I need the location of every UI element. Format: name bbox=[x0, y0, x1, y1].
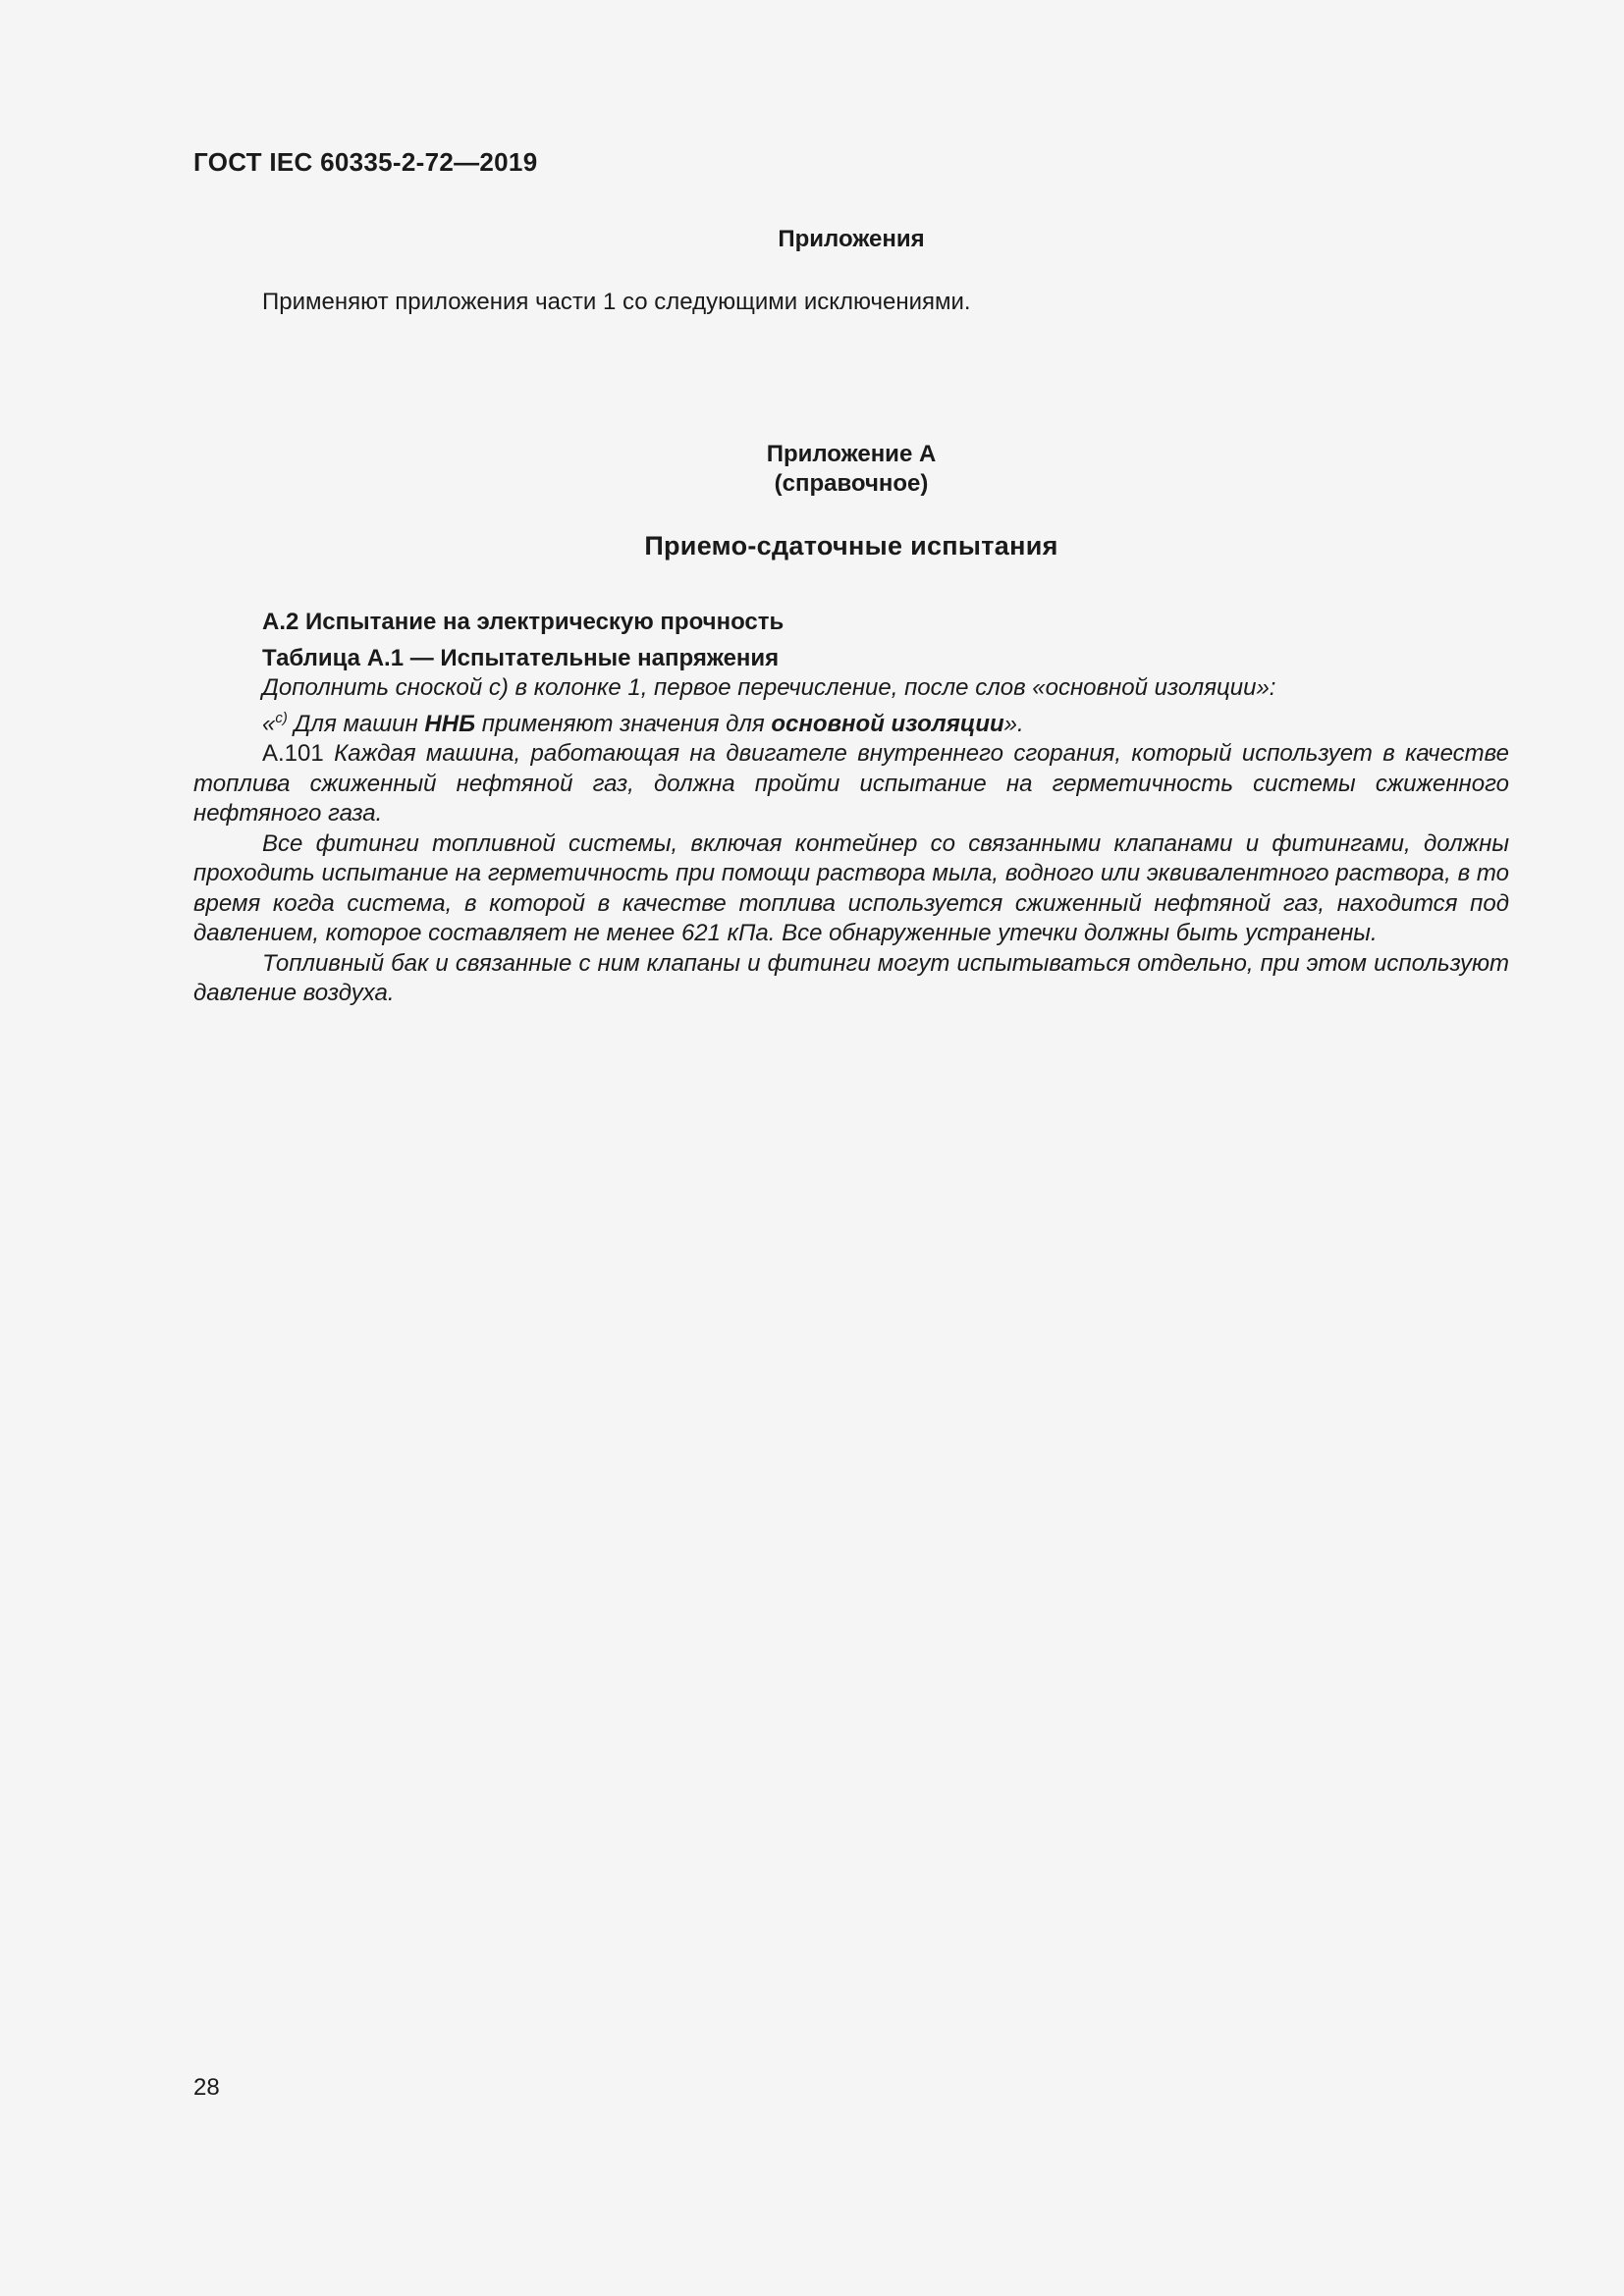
section-a101-para1-text: Каждая машина, работающая на двигателе внутреннего сгорания, который использует в качестве топлива сжиженный нефтяной газ, должна пройти испытание на герметичность системы сжиженного нефтяного газа. bbox=[193, 740, 1509, 827]
footnote-bold-term: ННБ bbox=[424, 710, 476, 737]
appendix-a-heading: Приемо-сдаточные испытания bbox=[644, 531, 1058, 561]
page-number: 28 bbox=[193, 2074, 220, 2101]
footnote-instruction: Дополнить сноской с) в колонке 1, первое перечисление, после слов «основной изоляции»: bbox=[262, 674, 1276, 701]
footnote-open-quote: « bbox=[262, 710, 276, 737]
section-a2-title: А.2 Испытание на электрическую прочность bbox=[262, 609, 785, 635]
footnote-close: ». bbox=[1003, 710, 1024, 737]
footnote-marker: c) bbox=[275, 709, 288, 726]
appendices-intro: Применяют приложения части 1 со следующими исключениями. bbox=[262, 289, 971, 315]
footnote-text-middle: применяют значения для bbox=[475, 710, 772, 737]
section-a101-para2: Все фитинги топливной системы, включая контейнер со связанными клапанами и фитингами, должны проходить испытание на герметичность при помощи раствора мыла, водного или эквивалентного раствора, в то время когда система, в которой в качестве топлива используется сжиженный нефтяной газ, находится под давлением, которое составляет не менее 621 кПа. Все обнаруженные утечки должны быть устранены. bbox=[193, 829, 1509, 946]
document-id-header: ГОСТ IEC 60335-2-72—2019 bbox=[193, 147, 538, 177]
appendix-a-title: Приложение А bbox=[766, 441, 937, 467]
appendix-body bbox=[193, 608, 1509, 1009]
table-a1-title: Таблица А.1 — Испытательные напряжения bbox=[262, 644, 780, 671]
appendices-title: Приложения bbox=[778, 226, 925, 252]
footnote-bold-insulation: основной изоляции bbox=[771, 710, 1004, 737]
footnote-text-before: Для машин bbox=[287, 710, 425, 737]
appendix-a-status: (справочное) bbox=[774, 470, 929, 497]
section-a101-number: А.101 bbox=[262, 740, 324, 767]
section-a101-para1 bbox=[193, 739, 1509, 829]
footnote-text bbox=[193, 704, 1509, 740]
section-a101-para3: Топливный бак и связанные с ним клапаны и фитинги могут испытываться отдельно, при этом используют давление воздуха. bbox=[193, 949, 1509, 1006]
